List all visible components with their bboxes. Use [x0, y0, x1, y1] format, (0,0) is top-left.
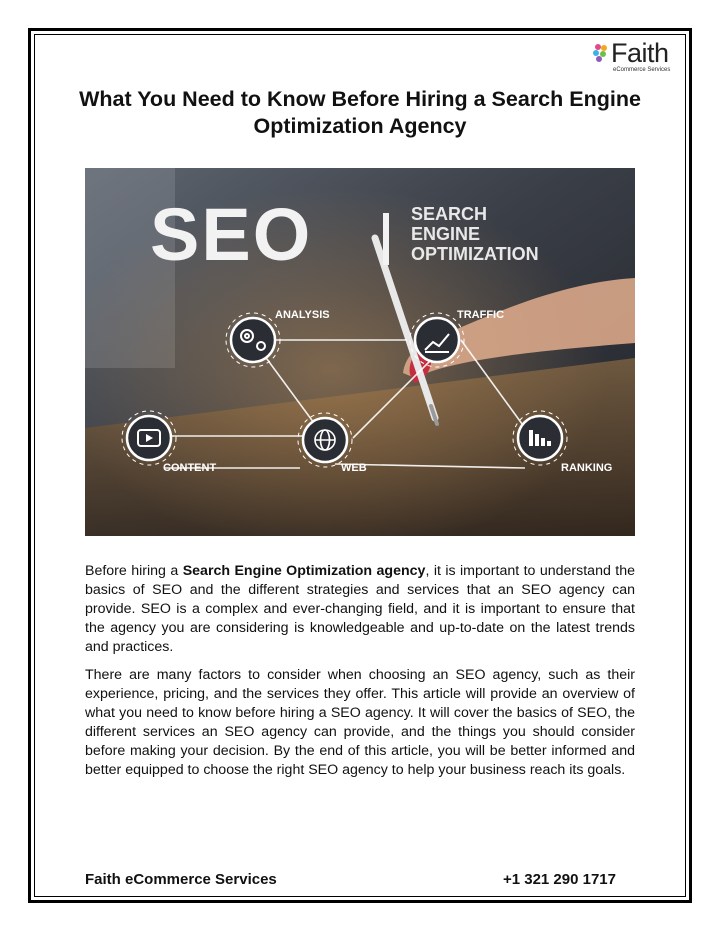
- paragraph-1-prefix: Before hiring a: [85, 563, 183, 579]
- hero-seo-word: SEO: [150, 193, 313, 276]
- footer-company: Faith eCommerce Services: [85, 871, 277, 888]
- flower-logo-icon: [592, 42, 610, 64]
- seo-agency-keyword: Search Engine Optimization agency: [182, 563, 426, 579]
- analysis-label: ANALYSIS: [275, 309, 330, 321]
- content-label: CONTENT: [163, 462, 217, 474]
- logo-tagline: eCommerce Services: [613, 67, 671, 73]
- paragraph-2: There are many factors to consider when choosing an SEO agency, such as their experience, pricing, and the services they offer. This article will provide an overview of what you need to know before hiring a SEO agency. It will cover the basics of SEO, the different services an SEO agency can provide, and the things you should consider before making your decision. By the end of this article, you will be better informed and better equipped to choose the right SEO agency to help your business reach its goals.: [85, 667, 635, 778]
- hero-side-line-3: OPTIMIZATION: [411, 244, 539, 264]
- ranking-label: RANKING: [561, 462, 613, 474]
- paragraph-1-suffix: , it is important to understand the basics of SEO and the different strategies and services that an SEO agency can provide. SEO is a complex and ever-changing field, and it is important to ensure that the agency you are considering is knowledgeable and up-to-date on the latest trends and practices.: [85, 563, 636, 655]
- footer-phone: +1 321 290 1717: [502, 871, 616, 888]
- paragraph-1: [85, 562, 635, 657]
- hero-image: [85, 168, 635, 536]
- article-title: What You Need to Know Before Hiring a Search Engine Optimization Agency: [79, 87, 641, 138]
- traffic-label: TRAFFIC: [457, 309, 505, 321]
- hero-side-line-2: ENGINE: [411, 224, 481, 244]
- hero-side-line-1: SEARCH: [411, 204, 488, 224]
- logo-wordmark: Faith: [611, 38, 669, 68]
- web-label: WEB: [341, 462, 367, 474]
- article-body: [85, 562, 635, 789]
- faith-logo: [592, 40, 672, 74]
